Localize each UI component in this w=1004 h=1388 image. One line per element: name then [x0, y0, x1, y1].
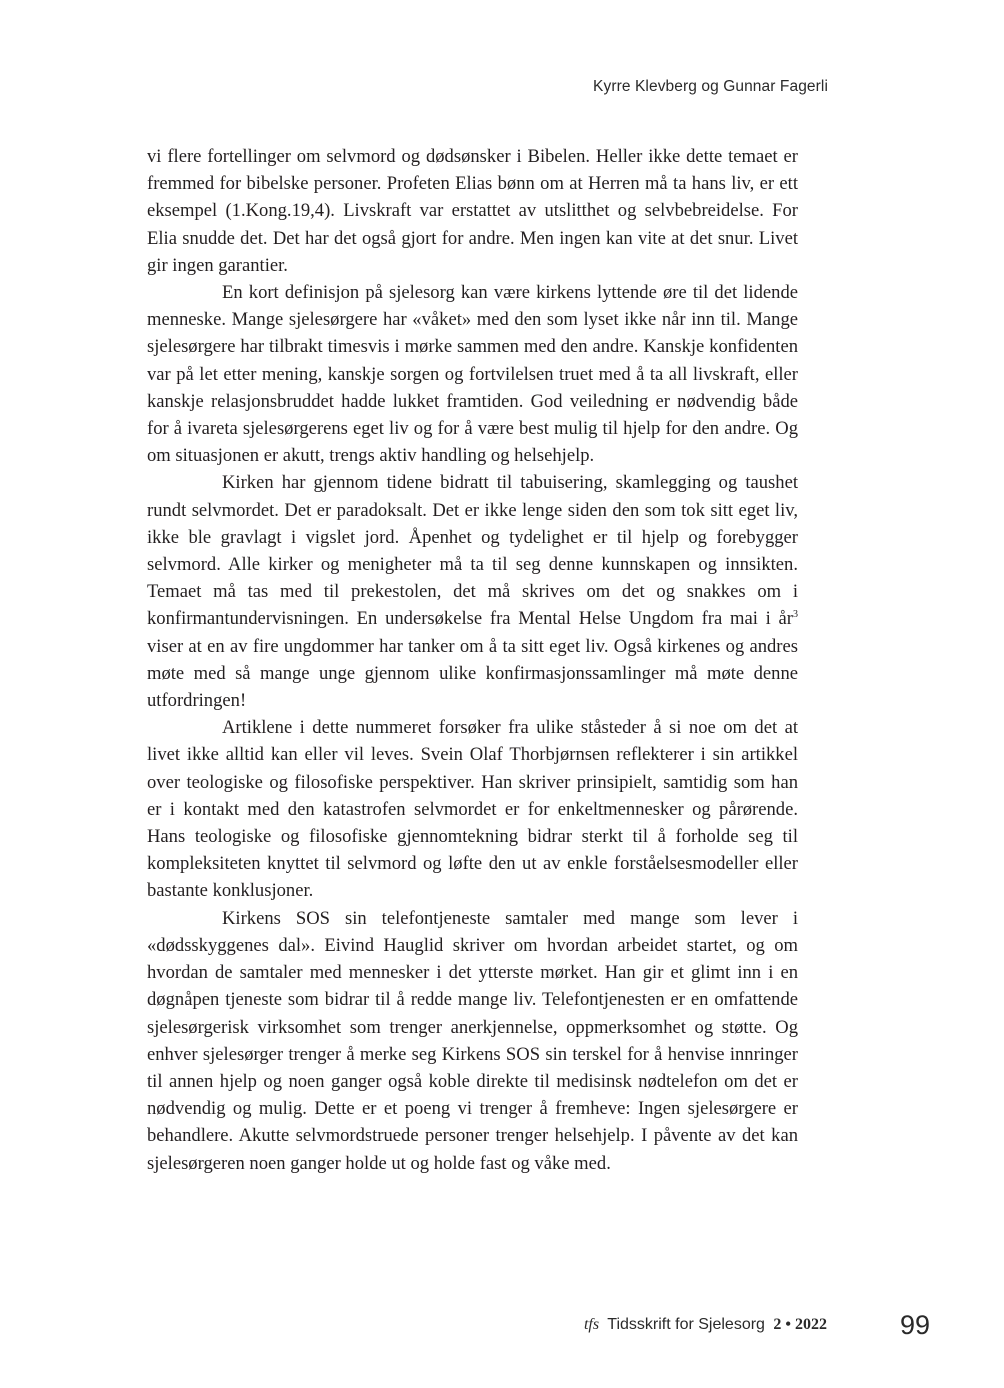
paragraph-5: Kirkens SOS sin telefontjeneste samtaler med mange som lever i «dødsskyggenes dal». Eivind Hauglid skriver om hvordan arbeidet startet, og om hvordan de samtaler med mennesker i det ytterste mørket. Han gir et glimt inn i en døgnåpen tjeneste som bidrar til å redde mange liv. Telefontjenesten er en omfattende sjelesørgerisk virksomhet som trenger anerkjennelse, oppmerksomhet og støtte. Og enhver sjelesørger trenger å merke seg Kirkens SOS sin terskel for å henvise innringer til annen hjelp og noen ganger også koble direkte til medisinsk nødtelefon om det er nødvendig og mulig. Dette er et poeng vi trenger å fremheve: Ingen sjelesørgere er behandlere. Akutte selvmordstruede personer trenger helsehjelp. I påvente av det kan sjelesørgeren noen ganger holde ut og holde fast og våke med. [147, 907, 798, 1174]
article-body [147, 143, 798, 1177]
footnote-reference: 3 [793, 609, 798, 621]
running-header-authors: Kyrre Klevberg og Gunnar Fagerli [593, 78, 828, 95]
paragraph-1: vi flere fortellinger om selvmord og dødsønsker i Bibelen. Heller ikke dette temaet er fremmed for bibelske personer. Profeten Elias bønn om at Herren må ta hans liv, er ett eksempel (1.Kong.19,4). Livskraft var erstattet av utslitthet og selvbebreidelse. For Elia snudde det. Det har det også gjort for andre. Men ingen kan vite at det snur. Livet gir ingen garantier. [147, 146, 798, 276]
paragraph-3-text-end: viser at en av fire ungdommer har tanker om å ta sitt eget liv. Også kirkenes og andres møte med så mange unge gjennom ulike konfirmasjonssamlinger må møte denne utfordringen! [147, 635, 798, 712]
paragraph-2: En kort definisjon på sjelesorg kan være kirkens lyttende øre til det lidende menneske. Mange sjelesørgere har «våket» med den som lyset ikke når inn til. Mange sjelesørgere har tilbrakt timesvis i mørke sammen med den andre. Kanskje konfidenten var på let etter mening, kanskje sorgen og fortvilelsen truet med å ta all livskraft, eller kanskje relasjonsbruddet hadde lukket framtiden. God veiledning er nødvendig både for å ivareta sjelesørgerens eget liv og for å være best mulig til hjelp for den andre. Og om situasjonen er akutt, trengs aktiv handling og helsehjelp. [147, 282, 798, 467]
journal-citation [584, 1316, 827, 1334]
page-number: 99 [899, 1310, 930, 1340]
journal-abbreviation: tfs [583, 1316, 600, 1333]
paragraph-3 [147, 469, 798, 714]
journal-name: Tidsskrift for Sjelesorg [607, 1316, 765, 1333]
page-footer [0, 1310, 1004, 1346]
journal-issue: 2 • 2022 [773, 1316, 827, 1333]
paragraph-3-text-start: Kirken har gjennom tidene bidratt til tabuisering, skamlegging og taushet rundt selvmordet. Det er paradoksalt. Det er ikke lenge siden den som tok sitt eget liv, ikke ble gravlagt i vigslet jord. Åpenhet og tydelighet er til hjelp og forebygger selvmord. Alle kirker og menigheter må ta til seg denne kunnskapen og innsikten. Temaet må tas med til prekestolen, det må skrives om det og snakkes om i konfirmantundervisningen. En undersøkelse fra Mental Helse Ungdom fra mai i år [147, 472, 798, 630]
paragraph-4: Artiklene i dette nummeret forsøker fra ulike ståsteder å si noe om det at livet ikke alltid kan eller vil leves. Svein Olaf Thorbjørnsen reflekterer i sin artikkel over teologiske og filosofiske perspektiver. Han skriver prinsipielt, samtidig som han er i kontakt med den katastrofen selvmordet er for enkeltmennesker og pårørende. Hans teologiske og filosofiske gjennomtekning bidrar sterkt til å forholde seg til kompleksiteten knyttet til selvmord og løfte den ut av enkle forståelsesmodeller eller bastante konklusjoner. [147, 717, 798, 902]
